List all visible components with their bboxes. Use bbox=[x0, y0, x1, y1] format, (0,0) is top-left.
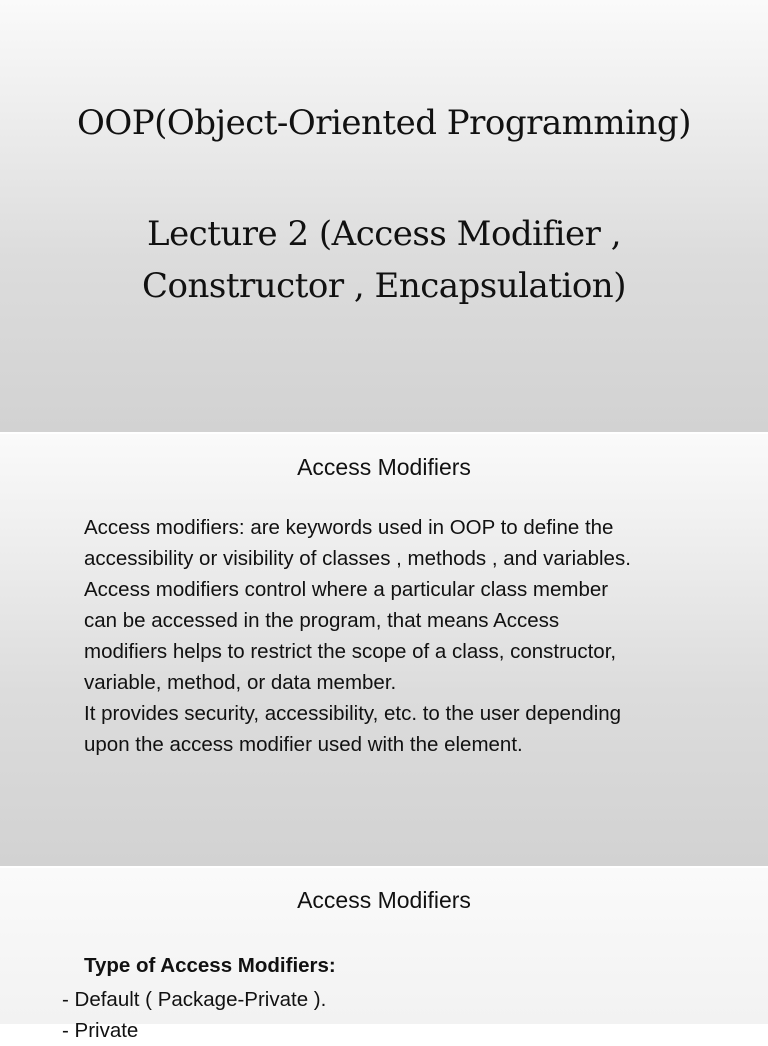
lecture-title-line-2: Constructor , Encapsulation) bbox=[142, 266, 626, 306]
title-slide bbox=[0, 0, 768, 432]
slide-heading: Access Modifiers bbox=[297, 887, 471, 913]
paragraph-line: accessibility or visibility of classes , methods , and variables. bbox=[84, 547, 631, 570]
paragraph-line: modifiers helps to restrict the scope of a class, constructor, bbox=[84, 640, 617, 663]
paragraph-line: variable, method, or data member. bbox=[84, 671, 397, 694]
paragraph-line: It provides security, accessibility, etc. to the user depending bbox=[84, 702, 622, 725]
types-list bbox=[62, 984, 326, 1046]
access-modifier-types-slide bbox=[0, 868, 768, 1042]
paragraph-line: can be accessed in the program, that means Access bbox=[84, 609, 560, 632]
types-subheading: Type of Access Modifiers: bbox=[84, 954, 336, 977]
access-modifiers-definition-slide bbox=[0, 434, 768, 866]
list-item: - Private bbox=[62, 1019, 139, 1042]
paragraph-line: upon the access modifier used with the element. bbox=[84, 733, 523, 756]
slide-heading: Access Modifiers bbox=[297, 454, 471, 480]
lecture-title-line-1: Lecture 2 (Access Modifier , bbox=[146, 214, 622, 254]
course-title: OOP(Object-Oriented Programming) bbox=[77, 103, 691, 143]
definition-paragraph bbox=[84, 512, 724, 760]
lecture-title bbox=[0, 208, 768, 312]
paragraph-line: Access modifiers control where a particular class member bbox=[84, 578, 609, 601]
list-item: - Default ( Package-Private ). bbox=[62, 988, 327, 1011]
paragraph-line: Access modifiers: are keywords used in OOP to define the bbox=[84, 516, 614, 539]
